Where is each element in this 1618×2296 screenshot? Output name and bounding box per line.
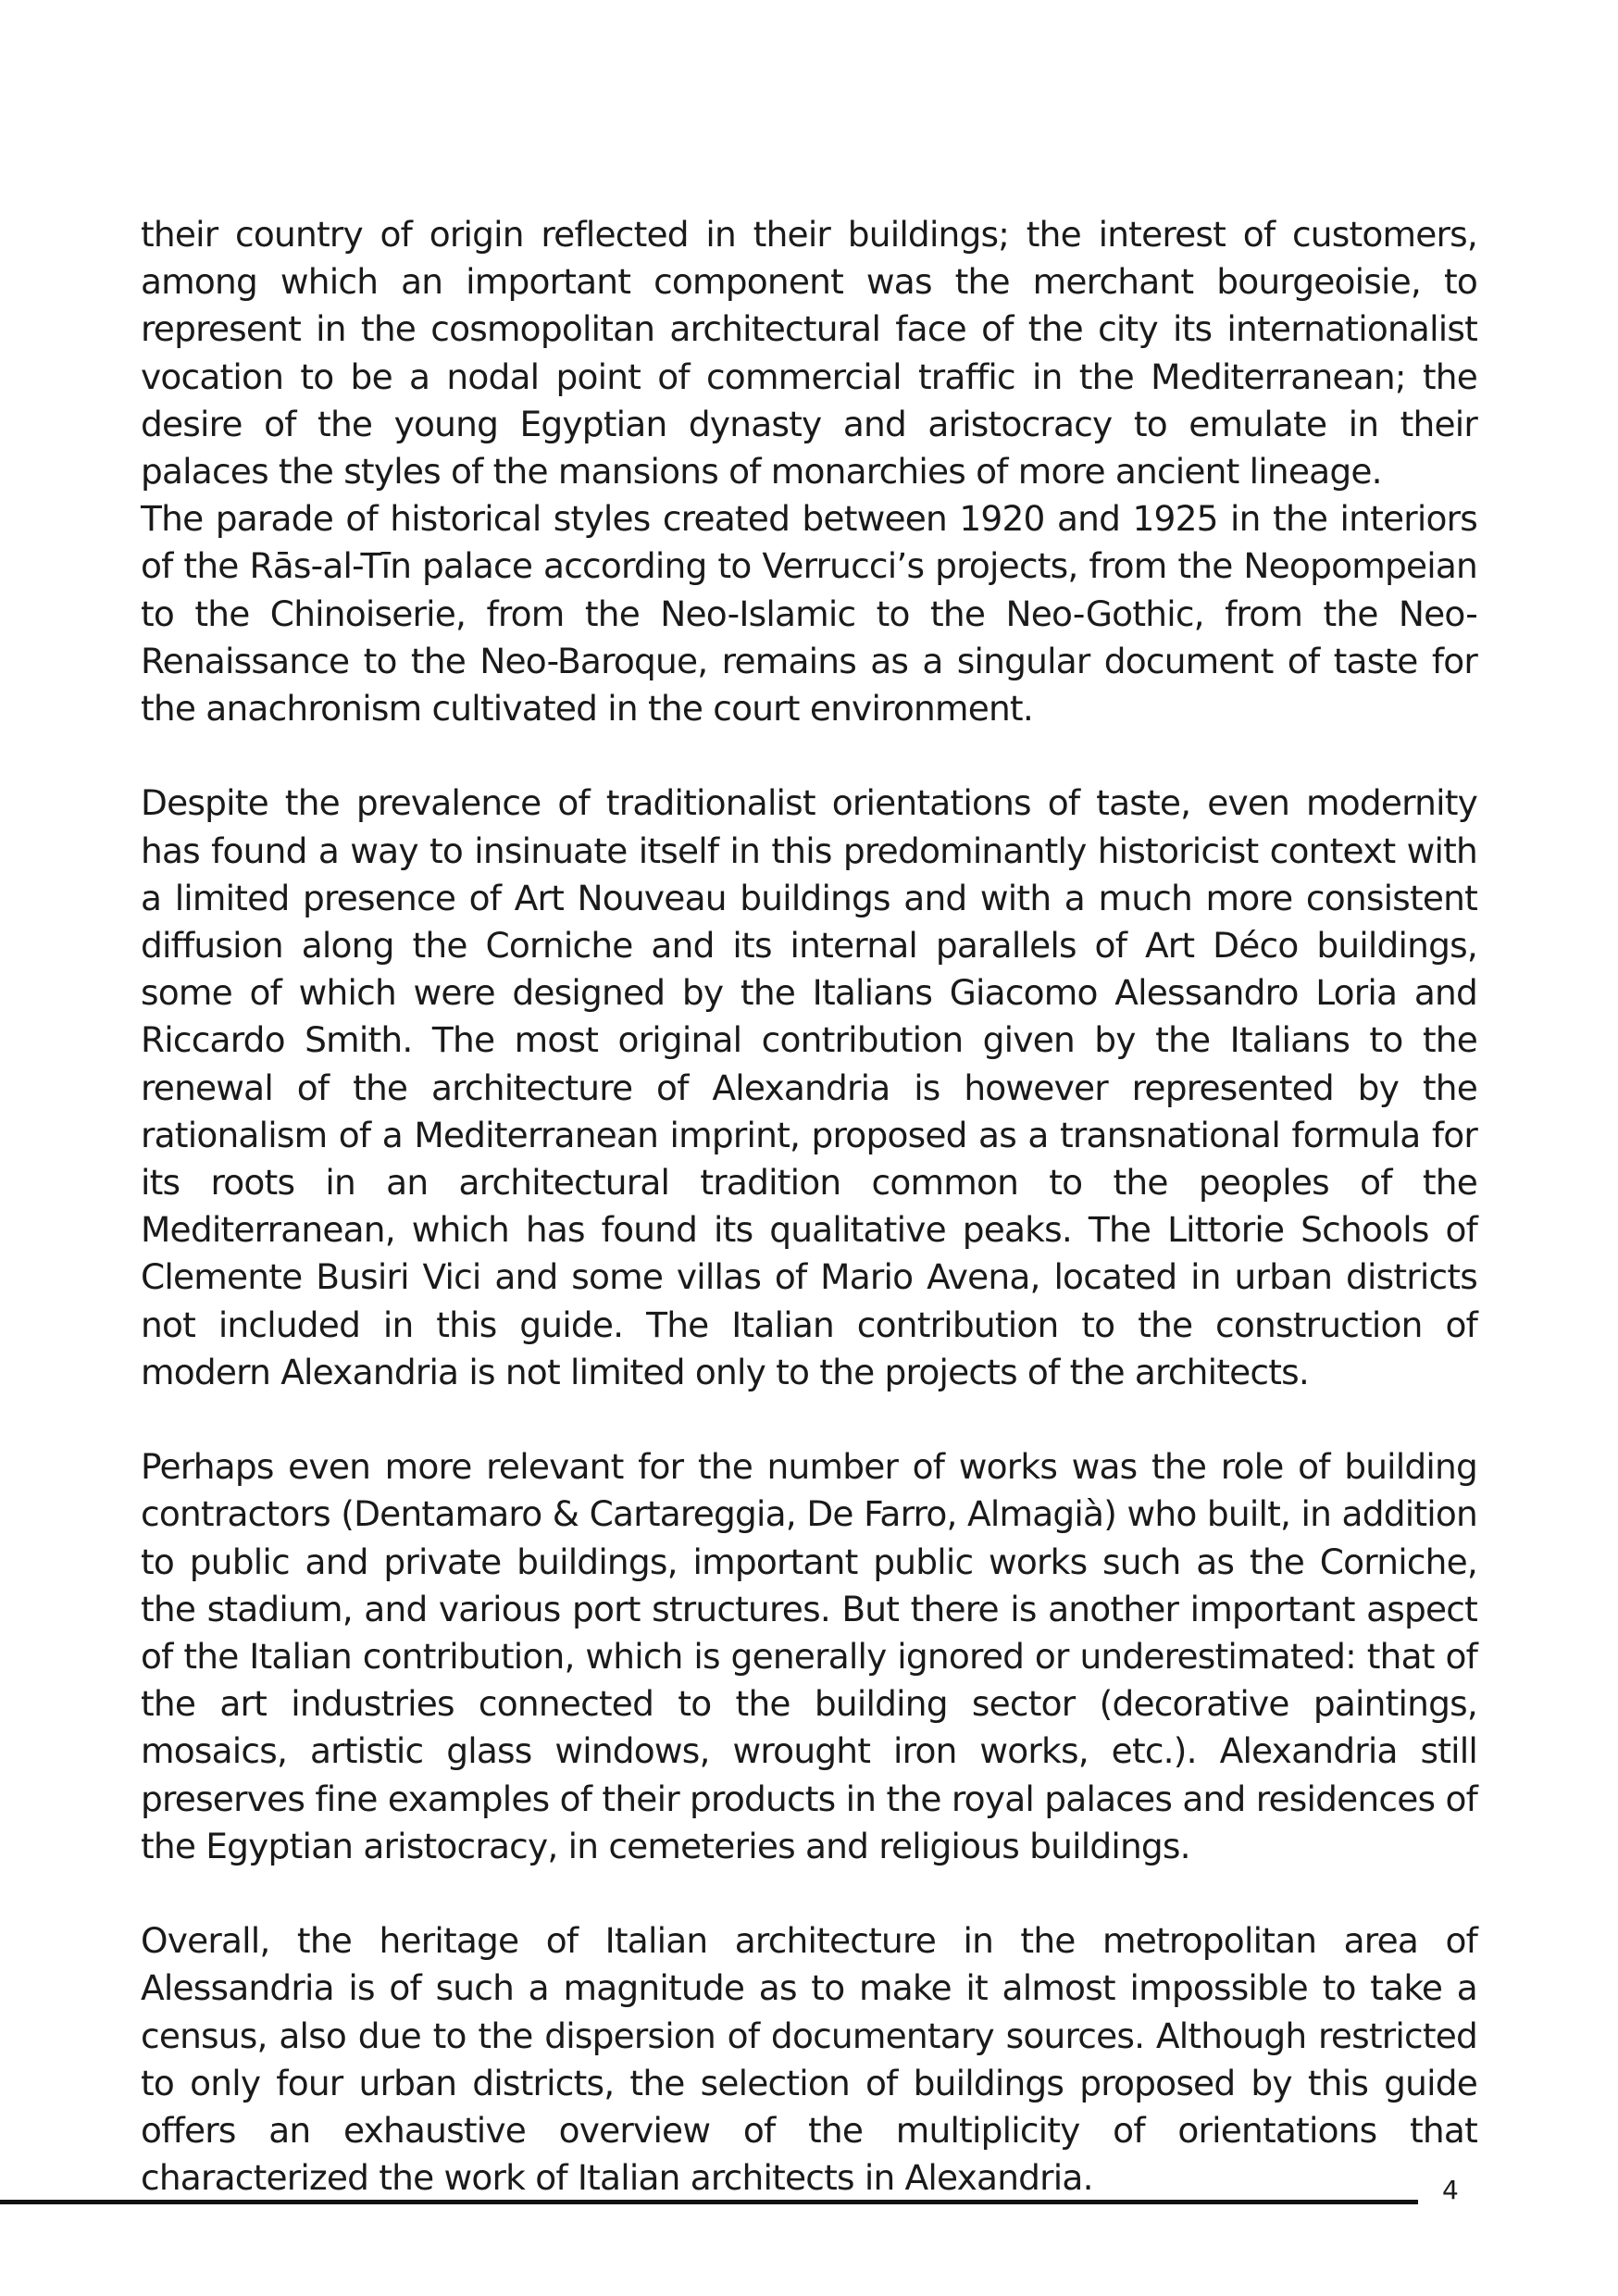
- paragraph-modernity: Despite the prevalence of traditionalist orientations of taste, even modernity has found a way to insinuate itself in this predominantly historicist context with a limited presence of Art Nouveau buildings and with a much more consistent diffusion along the Corniche and its internal parallels of Art Déco buildings, some of which were designed by the Italians Giacomo Alessandro Loria and Riccardo Smith. The most original contribution given by the Italians to the renewal of the architecture of Alexandria is however represented by the rationalism of a Mediterranean imprint, proposed as a transnational formula for its roots in an architectural tradition common to the peoples of the Mediterranean, which has found its qualitative peaks. The Littorie Schools of Clemente Busiri Vici and some villas of Mario Avena, located in urban districts not included in this guide. The Italian contribution to the construction of modern Alexandria is not limited only to the projects of the architects.: [141, 782, 1477, 1392]
- paragraph-heritage-overview: Overall, the heritage of Italian architecture in the metropolitan area of Alessandria is of such a magnitude as to make it almost impossible to take a census, also due to the dispersion of documentary sources. Although restricted to only four urban districts, the selection of buildings proposed by this guide offers an exhaustive overview of the multiplicity of orientations that characterized the work of Italian architects in Alexandria.: [141, 1920, 1477, 2199]
- footer-divider: [0, 2200, 1418, 2204]
- body-text: [141, 211, 1477, 2202]
- paragraph-ras-al-tin-palace: The parade of historical styles created between 1920 and 1925 in the interiors of the Rās-al-Tīn palace according to Verrucci’s projects, from the Neopompeian to the Chinoiserie, from the Neo-Islamic to the Neo-Gothic, from the Neo-Renaissance to the Neo-Baroque, remains as a singular document of taste for the anachronism cultivated in the court environment.: [141, 498, 1477, 730]
- paragraph-building-contractors: Perhaps even more relevant for the number of works was the role of building contractors (Dentamaro & Cartareggia, De Farro, Almagià) who built, in addition to public and private buildings, important public works such as the Corniche, the stadium, and various port structures. But there is another important aspect of the Italian contribution, which is generally ignored or underestimated: that of the art industries connected to the building sector (decorative paintings, mosaics, artistic glass windows, wrought iron works, etc.). Alexandria still preserves fine examples of their products in the royal palaces and residences of the Egyptian aristocracy, in cemeteries and religious buildings.: [141, 1446, 1477, 1866]
- paragraph-origin-styles: their country of origin reflected in their buildings; the interest of customers, among which an important component was the merchant bourgeoisie, to represent in the cosmopolitan architectural face of the city its internationalist vocation to be a nodal point of commercial traffic in the Mediterranean; the desire of the young Egyptian dynasty and aristocracy to emulate in their palaces the styles of the mansions of monarchies of more ancient lineage.: [141, 214, 1477, 493]
- page-number: 4: [1442, 2175, 1459, 2205]
